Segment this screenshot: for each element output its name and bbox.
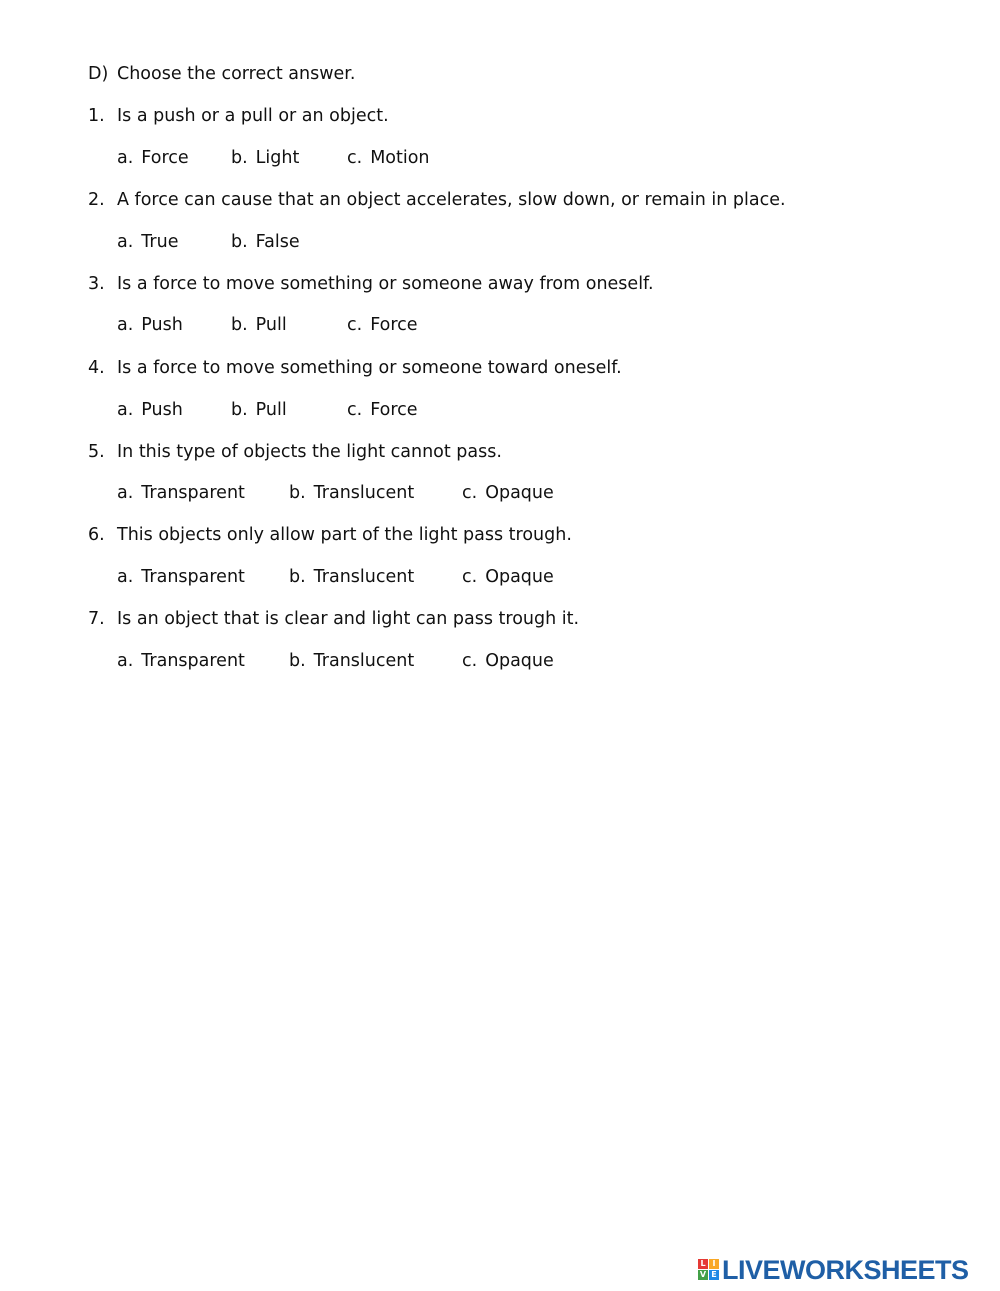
logo-block-i: I — [709, 1259, 719, 1269]
option-label: Light — [255, 148, 300, 168]
question-1-option-a[interactable] — [117, 146, 189, 170]
option-label: Transparent — [141, 483, 245, 503]
option-letter: c. — [462, 567, 478, 587]
option-letter: b. — [289, 483, 306, 503]
question-number: 2. — [88, 190, 105, 210]
question-text: A force can cause that an object accelerates, slow down, or remain in place. — [117, 190, 786, 210]
question-number: 1. — [88, 106, 105, 126]
option-label: True — [141, 232, 179, 252]
question-text: This objects only allow part of the light pass trough. — [117, 525, 572, 545]
question-3-option-b[interactable] — [231, 313, 287, 337]
option-letter: b. — [289, 651, 306, 671]
option-label: Pull — [255, 400, 287, 420]
question-number: 4. — [88, 358, 105, 378]
option-label: Motion — [370, 148, 430, 168]
question-6-option-a[interactable] — [117, 565, 245, 589]
option-letter: b. — [231, 232, 248, 252]
question-7-option-a[interactable] — [117, 649, 245, 673]
option-label: Translucent — [313, 483, 415, 503]
option-label: Transparent — [141, 651, 245, 671]
question-4-option-c[interactable] — [347, 398, 418, 422]
logo-blocks-icon — [698, 1259, 720, 1281]
logo-block-l: L — [698, 1259, 708, 1269]
option-label: Force — [141, 148, 189, 168]
question-6-option-c[interactable] — [462, 565, 554, 589]
option-letter: c. — [347, 315, 363, 335]
question-text: Is a force to move something or someone away from oneself. — [117, 274, 654, 294]
option-letter: b. — [231, 400, 248, 420]
option-letter: a. — [117, 567, 134, 587]
question-1-option-b[interactable] — [231, 146, 299, 170]
option-letter: b. — [289, 567, 306, 587]
question-text: Is an object that is clear and light can pass trough it. — [117, 609, 580, 629]
question-number: 7. — [88, 609, 105, 629]
question-5-option-c[interactable] — [462, 481, 554, 505]
question-number: 3. — [88, 274, 105, 294]
option-label: Opaque — [485, 567, 554, 587]
option-label: False — [255, 232, 300, 252]
option-label: Push — [141, 400, 183, 420]
option-letter: a. — [117, 232, 134, 252]
option-letter: c. — [462, 483, 478, 503]
option-label: Opaque — [485, 651, 554, 671]
option-label: Transparent — [141, 567, 245, 587]
section-marker: D) — [88, 64, 109, 84]
option-letter: a. — [117, 400, 134, 420]
option-letter: a. — [117, 651, 134, 671]
option-letter: b. — [231, 148, 248, 168]
question-4-option-b[interactable] — [231, 398, 287, 422]
logo-block-v: V — [699, 1270, 707, 1279]
logo-block-e: E — [709, 1270, 719, 1280]
option-letter: a. — [117, 148, 134, 168]
option-letter: a. — [117, 483, 134, 503]
question-text: In this type of objects the light cannot pass. — [117, 442, 502, 462]
question-7-option-c[interactable] — [462, 649, 554, 673]
question-number: 5. — [88, 442, 105, 462]
question-3-option-c[interactable] — [347, 313, 418, 337]
section-instruction: Choose the correct answer. — [117, 64, 356, 84]
option-letter: c. — [462, 651, 478, 671]
option-label: Pull — [255, 315, 287, 335]
question-text: Is a push or a pull or an object. — [117, 106, 389, 126]
question-2-option-a[interactable] — [117, 230, 178, 254]
option-letter: b. — [231, 315, 248, 335]
liveworksheets-logo — [698, 1255, 998, 1285]
option-letter: c. — [347, 148, 363, 168]
question-5-option-b[interactable] — [289, 481, 414, 505]
option-label: Translucent — [313, 567, 415, 587]
option-label: Force — [370, 400, 418, 420]
option-letter: a. — [117, 315, 134, 335]
question-3-option-a[interactable] — [117, 313, 183, 337]
option-label: Force — [370, 315, 418, 335]
question-7-option-b[interactable] — [289, 649, 414, 673]
option-letter: c. — [347, 400, 363, 420]
question-4-option-a[interactable] — [117, 398, 183, 422]
question-2-option-b[interactable] — [231, 230, 300, 254]
option-label: Push — [141, 315, 183, 335]
question-text: Is a force to move something or someone toward oneself. — [117, 358, 622, 378]
question-6-option-b[interactable] — [289, 565, 414, 589]
question-5-option-a[interactable] — [117, 481, 245, 505]
option-label: Translucent — [313, 651, 415, 671]
question-number: 6. — [88, 525, 105, 545]
logo-text: LIVEWORKSHEETS — [722, 1255, 969, 1285]
question-1-option-c[interactable] — [347, 146, 430, 170]
option-label: Opaque — [485, 483, 554, 503]
